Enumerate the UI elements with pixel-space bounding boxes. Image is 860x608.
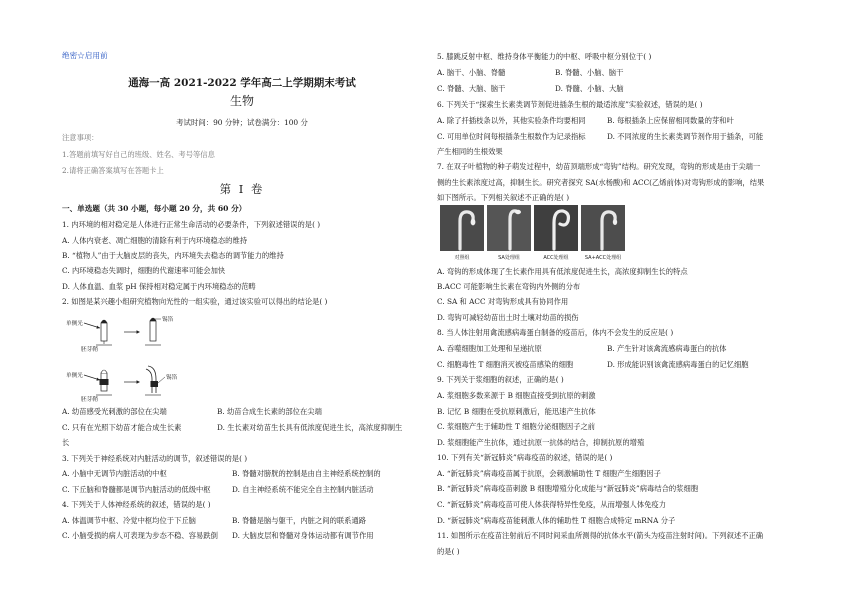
- q7-figure: [440, 205, 626, 261]
- question-stem: 11. 如图所示在疫苗注射前后不同时间采血所测得的抗体水平(箭头为疫苗注射时间)。下列叙述不正确: [437, 531, 764, 540]
- option-b: B. 产生针对该禽流感病毒蛋白的抗体: [607, 344, 727, 353]
- question-stem: 4. 下列关于人体神经系统的叙述，错误的是( ): [62, 500, 211, 509]
- option-d: D. 弯钩可减轻幼苗出土时土壤对幼苗的损伤: [437, 313, 579, 322]
- arrow-head: [137, 380, 141, 384]
- option-b: B. “新冠肺炎”病毒疫苗刺激 B 细胞增殖分化成能与“新冠肺炎”病毒结合的浆细胞: [437, 484, 699, 493]
- option-b: B. 幼苗合成生长素的部位在尖端: [217, 407, 322, 416]
- question-stem: 9. 下列关于浆细胞的叙述，正确的是( ): [437, 375, 564, 384]
- question-stem: 1. 内环境的相对稳定是人体进行正常生命活动的必要条件，下列叙述错误的是( ): [62, 220, 321, 229]
- photo-caption: ACC处理组: [543, 255, 569, 261]
- option-d: D. 自主神经系统不能完全自主控制内脏活动: [232, 485, 374, 494]
- option-a: A. “新冠肺炎”病毒疫苗属于抗原，会刺激辅助性 T 细胞产生细胞因子: [437, 469, 661, 478]
- cotyledon: [613, 219, 617, 225]
- option-d: D. 大脑皮层和脊髓对身体运动都有调节作用: [232, 531, 374, 540]
- option-c: C. 浆细胞产生于辅助性 T 细胞分泌细胞因子之前: [437, 422, 596, 431]
- coleoptile-label-b: 胚芽鞘: [81, 397, 98, 403]
- option-a: A. 小脑中无调节内脏活动的中枢: [62, 469, 167, 478]
- coleoptile-result: [150, 321, 156, 341]
- photo-acc: [534, 205, 578, 251]
- option-a: A. 吞噬细胞加工处理和呈递抗原: [437, 344, 542, 353]
- photo-caption: SA+ACC处理组: [584, 255, 622, 261]
- sheet-label-a: 锡箔: [162, 317, 174, 323]
- option-a: A. 浆细胞多数来源于 B 细胞直接受到抗原的刺激: [437, 391, 596, 400]
- option-a: A. 幼苗感受光刺激的部位在尖端: [62, 407, 167, 416]
- volume-title: 第 I 卷: [219, 182, 265, 196]
- option-line: D. 人体血温、血浆 pH 保持相对稳定属于内环境稳态的范畴: [62, 282, 256, 291]
- option-b: B. 脊髓、小脑、脑干: [555, 68, 624, 77]
- question-stem: 3. 下列关于神经系统对内脏活动的调节，叙述错误的是( ): [62, 454, 248, 463]
- option-line: B. “植物人”由于大脑皮层的丧失，内环境失去稳态的调节能力的维持: [62, 251, 284, 260]
- option-d: D. 脊髓、小脑、大脑: [555, 84, 624, 93]
- option-a: A. 脑干、小脑、脊髓: [437, 68, 506, 77]
- subject-title: 生物: [229, 94, 254, 108]
- option-d-cont: 长: [62, 438, 70, 447]
- option-a: A. 除了扦插枝条以外，其他实验条件均要相同: [437, 116, 586, 125]
- question-stem-cont: 如下图所示。下列相关叙述不正确的是( ): [437, 193, 570, 202]
- option-c: C. 下丘脑和脊髓都是调节内脏活动的低级中枢: [62, 485, 211, 494]
- option-c: C. “新冠肺炎”病毒疫苗可使人体获得特异性免疫，从而增强人体免疫力: [437, 500, 667, 509]
- question-stem-cont: 侧的生长素浓度过高，抑制生长。研究者探究 SA(水杨酸)和 ACC(乙烯前体)对弯钩形成的影响，结果: [437, 178, 765, 187]
- option-d: D. 形成能识别该禽流感病毒蛋白的记忆细胞: [607, 360, 749, 369]
- option-b: B. 记忆 B 细胞在受抗原刺激后，能迅速产生抗体: [437, 407, 596, 416]
- light-label-b: 单侧光: [66, 373, 83, 379]
- option-line: A. 人体内衰老、凋亡细胞的清除有利于内环境稳态的维持: [62, 236, 248, 245]
- option-line: C. 内环境稳态失调时，细胞的代谢速率可能会加快: [62, 266, 226, 275]
- arrow-head: [97, 326, 101, 329]
- question-stem-cont: 的是( ): [437, 547, 460, 556]
- q2-figure: [66, 311, 216, 403]
- option-b: B. 脊髓是脑与躯干，内脏之间的联系通路: [232, 516, 367, 525]
- option-c: C. 可用单位时间每根插条生根数作为记录指标: [437, 132, 586, 141]
- cotyledon: [471, 219, 476, 226]
- option-c: C. 细胞毒性 T 细胞消灭被疫苗感染的细胞: [437, 360, 574, 369]
- question-stem: 7. 在双子叶植物的种子萌发过程中，幼苗顶端形成“弯钩”结构。研究发现，弯钩的形成是由于尖端一: [437, 162, 761, 171]
- cotyledon: [515, 210, 521, 214]
- foil-band: [151, 381, 159, 387]
- question-stem: 2. 如图是某兴趣小组研究植物向光性的一组实验，通过该实验可以得出的结论是( ): [62, 297, 328, 306]
- photo-sa: [487, 205, 531, 251]
- option-d: D. 浆细胞能产生抗体，通过抗原一抗体的结合，抑制抗原的增殖: [437, 438, 645, 447]
- label-leader: [158, 377, 165, 383]
- coleoptile: [101, 323, 107, 341]
- question-stem: 6. 下列关于“探索生长素类调节剂促进插条生根的最适浓度”实验叙述，错误的是( ): [437, 100, 703, 109]
- option-c: C. 脊髓、大脑、脑干: [437, 84, 506, 93]
- option-c: C. 小脑受损的病人可表现为步态不稳、容易跌倒: [62, 531, 218, 540]
- sheet-label-b: 锡箔: [166, 375, 178, 381]
- exam-title: 通海一高 2021-2022 学年高二上学期期末考试: [128, 77, 356, 89]
- note-line: 1.答题前填写好自己的班级、姓名、考号等信息: [62, 150, 215, 159]
- option-b: B.ACC 可能影响生长素在弯钩内外侧的分布: [437, 282, 581, 291]
- note-line: 2.请将正确答案填写在答题卡上: [62, 166, 164, 175]
- question-stem: 5. 膝跳反射中枢、维持身体平衡能力的中枢、呼吸中枢分别位于( ): [437, 52, 652, 61]
- option-b: B. 每根插条上应保留相同数量的芽和叶: [607, 116, 734, 125]
- option-d: D. “新冠肺炎”病毒疫苗能刺激人体的辅助性 T 细胞合成特定 mRNA 分子: [437, 516, 676, 525]
- option-a: A. 体温调节中枢、冷觉中枢均位于下丘脑: [62, 516, 196, 525]
- exam-info: 考试时间：90 分钟；试卷满分：100 分: [176, 118, 308, 127]
- top-secret-label: 绝密☆启用前: [62, 51, 108, 60]
- tip: [101, 370, 107, 373]
- option-d-cont: 产生相同的生根效果: [437, 147, 503, 156]
- photo-control: [440, 205, 484, 251]
- notes-title: 注意事项：: [62, 133, 99, 142]
- foil-cap: [150, 318, 156, 321]
- question-stem: 10. 下列有关“新冠肺炎”病毒疫苗的叙述，错误的是( ): [437, 453, 613, 462]
- option-a: A. 弯钩的形成体现了生长素作用具有低浓度促进生长，高浓度抑制生长的特点: [437, 267, 688, 276]
- coleoptile-label-a: 胚芽鞘: [81, 347, 98, 353]
- photo-caption: 对照组: [454, 255, 470, 261]
- foil-band: [100, 379, 109, 385]
- question-stem: 8. 当人体注射用禽流感病毒蛋白制备的疫苗后，体内不会发生的反应是( ): [437, 328, 674, 337]
- option-d: D. 生长素对幼苗生长具有低浓度促进生长，高浓度抑制生: [217, 423, 403, 432]
- foil-cap: [101, 320, 107, 323]
- section-title: 一、单选题（共 30 小题，每小题 20 分，共 60 分）: [62, 204, 247, 213]
- arrow-head: [137, 330, 141, 334]
- light-label-a: 单侧光: [66, 321, 83, 327]
- arrow-head: [97, 378, 101, 381]
- option-c: C. SA 和 ACC 对弯钩形成具有协同作用: [437, 297, 569, 306]
- option-b: B. 脊髓对膀胱的控制是由自主神经系统控制的: [232, 469, 381, 478]
- photo-sa-acc: [581, 205, 625, 251]
- photo-caption: SA处理组: [498, 255, 520, 261]
- option-d: D. 不同浓度的生长素类调节剂作用于插条，可能: [607, 132, 764, 141]
- option-c: C. 只有在光照下幼苗才能合成生长素: [62, 423, 182, 432]
